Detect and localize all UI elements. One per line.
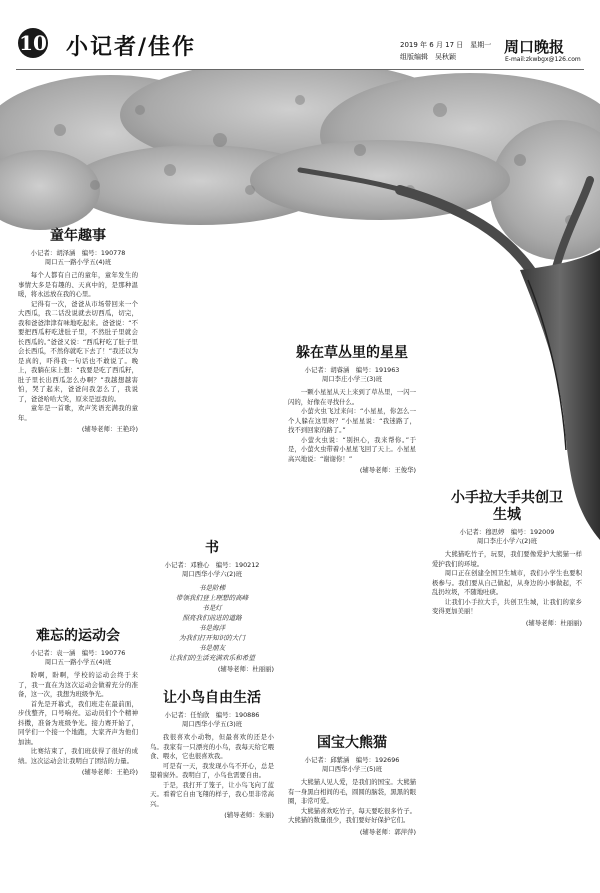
paragraph: 童年是一首歌，欢声笑语充满我的童年。 [18, 404, 138, 422]
article-body [18, 671, 138, 766]
article-title: 小手拉大手共创卫生城 [451, 490, 563, 523]
school-line: 周口五一路小学五(4)班 [44, 658, 112, 666]
advisor-line: (辅导老师：杜丽丽) [217, 665, 274, 673]
reporter-line: 小记者：邓雅心 编号：190212 [164, 561, 260, 569]
article-title: 让小鸟自由生活 [163, 690, 261, 706]
masthead-logo: 周口晚报 [504, 38, 565, 56]
article-giant-panda [288, 735, 416, 837]
contact-email[interactable]: E-mail:zkwbgx@126.com [505, 56, 581, 63]
school-line: 周口李庄小学三(3)班 [321, 375, 383, 383]
article-childhood-fun [18, 228, 138, 435]
poem-line: 带领我们登上理想的高峰 [175, 594, 249, 602]
advisor-line: (辅导老师：王俊华) [359, 466, 416, 474]
reporter-line: 小记者：胡睿涵 编号：191963 [304, 366, 400, 374]
paragraph: 大熊猫喜欢吃竹子，每天要吃很多竹子。大熊猫的数量很少，我们要好好保护它们。 [288, 806, 416, 824]
advisor-line: (辅导老师：王艳玲) [81, 425, 138, 433]
article-title: 躲在草丛里的星星 [296, 345, 408, 361]
article-body [150, 733, 274, 809]
reporter-line: 小记者：任怡欣 编号：190886 [164, 711, 260, 719]
paragraph: 大熊猫人见人爱，是我们的国宝。大熊猫有一身黑白相间的毛，圆圆的脑袋，黑黑的眼圈，非常可爱。 [288, 778, 416, 805]
page-number-badge: 10 [18, 28, 48, 58]
article-title: 书 [205, 540, 219, 556]
poem-line: 书是海洋 [198, 624, 226, 632]
article-free-bird [150, 690, 274, 821]
paragraph: 我很喜欢小动物，但最喜欢的还是小鸟。我家有一只漂亮的小鸟，我每天给它喂食、喂水，它也很喜欢我。 [150, 733, 274, 760]
article-book [150, 540, 274, 675]
school-line: 周口西华小学六(2)班 [181, 570, 243, 578]
paragraph: 于是，我打开了笼子，让小鸟飞向了蓝天。看着它自由飞翔的样子，我心里非常高兴。 [150, 780, 274, 808]
school-line: 周口李庄小学六(2)班 [476, 537, 538, 545]
paragraph: 记得有一次，爸爸从市场带回来一个大西瓜，我二话没说就去切西瓜，切完，我和爸爸津津有味地吃起来。爸爸说：“不要把西瓜籽吃进肚子里，不然肚子里就会长西瓜的。”爸爸又说：“西瓜籽吃了肚子里会长西瓜，不然你就吃下去了！”我还以为是真的，吓得我一句话也不敢说了。晚上，我躺在床上想：“我要是吃了西瓜籽，肚子里长出西瓜怎么办啊？”我越想越害怕，哭了起来，爸爸问我怎么了，我说了，爸爸哈哈大笑，原来是逗我的。 [18, 299, 138, 403]
paragraph: 小萤火虫说：“别担心，我来帮你。”于是，小萤火虫带着小星星飞回了天上。小星星高兴地说：“谢谢你！” [288, 435, 416, 463]
poem-line: 让我们的生活充满欢乐和希望 [169, 654, 255, 662]
advisor-line: (辅导老师：王艳玲) [81, 768, 138, 776]
advisor-line: (辅导老师：朱丽) [224, 811, 274, 819]
poem-line: 书是灯 [202, 604, 222, 612]
paragraph: 比赛结束了，我们班获得了很好的成绩。这次运动会让我明白了团结的力量。 [18, 747, 138, 765]
school-line: 周口五一路小学五(4)班 [44, 258, 112, 266]
advisor-line: (辅导老师：郭萍萍) [359, 827, 416, 836]
poem-line: 书是朋友 [198, 644, 226, 652]
school-line: 周口西华小学三(5)班 [321, 765, 383, 773]
article-body [18, 271, 138, 423]
article-body [432, 550, 582, 617]
article-title: 童年趣事 [50, 228, 106, 244]
school-line: 周口西华小学五(3)班 [181, 720, 243, 728]
article-body [288, 388, 416, 464]
paragraph: 小萤火虫飞过来问：“小星星，你怎么一个人躲在这里呀？”小星星说：“我迷路了，找不到回家的路了。” [288, 407, 416, 434]
article-star-in-grass [288, 345, 416, 476]
paragraph: 大熊猫吃竹子，玩耍，我们要像爱护大熊猫一样爱护我们的环境。 [432, 550, 582, 568]
advisor-line: (辅导老师：杜丽丽) [525, 618, 582, 627]
reporter-line: 小记者：袁一涵 编号：190776 [30, 649, 126, 657]
paragraph: 可是有一天，我发现小鸟不开心，总是望着窗外。我明白了，小鸟也需要自由。 [150, 761, 274, 779]
paragraph: 一颗小星星从天上来到了草丛里，一闪一闪的，好像在寻找什么。 [288, 388, 416, 406]
layout-editor: 组版编辑 吴秋颖 [400, 53, 456, 61]
section-title: 小记者/佳作 [66, 34, 197, 60]
page-header [0, 0, 600, 66]
paragraph: 首先是开幕式，我们班走在最前面，步伐整齐，口号响亮。运动员们个个精神抖擞，准备为班级争光。接力赛开始了，同学们一个接一个地跑，大家齐声为他们加油。 [18, 699, 138, 746]
poem-line: 为我们打开知识的大门 [179, 634, 245, 642]
article-sports-meet [18, 628, 138, 778]
reporter-line: 小记者：穆思婷 编号：192009 [459, 528, 555, 536]
article-sanitary-city [432, 490, 582, 628]
article-title: 国宝大熊猫 [317, 735, 387, 751]
poem-line: 照亮我们前进的道路 [182, 614, 242, 622]
reporter-line: 小记者：胡泽涵 编号：190778 [30, 249, 126, 257]
poem-line: 书是阶梯 [198, 584, 226, 592]
article-title: 难忘的运动会 [36, 628, 120, 644]
article-body [288, 778, 416, 826]
paragraph: 每个人都有自己的童年，童年发生的事情大多是有趣的、天真中的，是那种温暖，将永远放在我的心里。 [18, 271, 138, 298]
issue-date: 2019 年 6 月 17 日 星期一 [400, 41, 492, 49]
paragraph: 盼啊，盼啊，学校的运动会终于来了，我一直在为这次运动会做着充分的准备，这一次，我想为班级争光。 [18, 671, 138, 698]
reporter-line: 小记者：邱紫涵 编号：192696 [304, 756, 400, 764]
paragraph: 周口正在创建全国卫生城市，我们小学生也要积极参与。我们要从自己做起，从身边的小事做起，不乱扔垃圾，不随地吐痰。 [432, 569, 582, 596]
poem-body [150, 583, 274, 663]
paragraph: 让我们小手拉大手，共创卫生城，让我们的家乡变得更加美丽！ [432, 597, 582, 615]
